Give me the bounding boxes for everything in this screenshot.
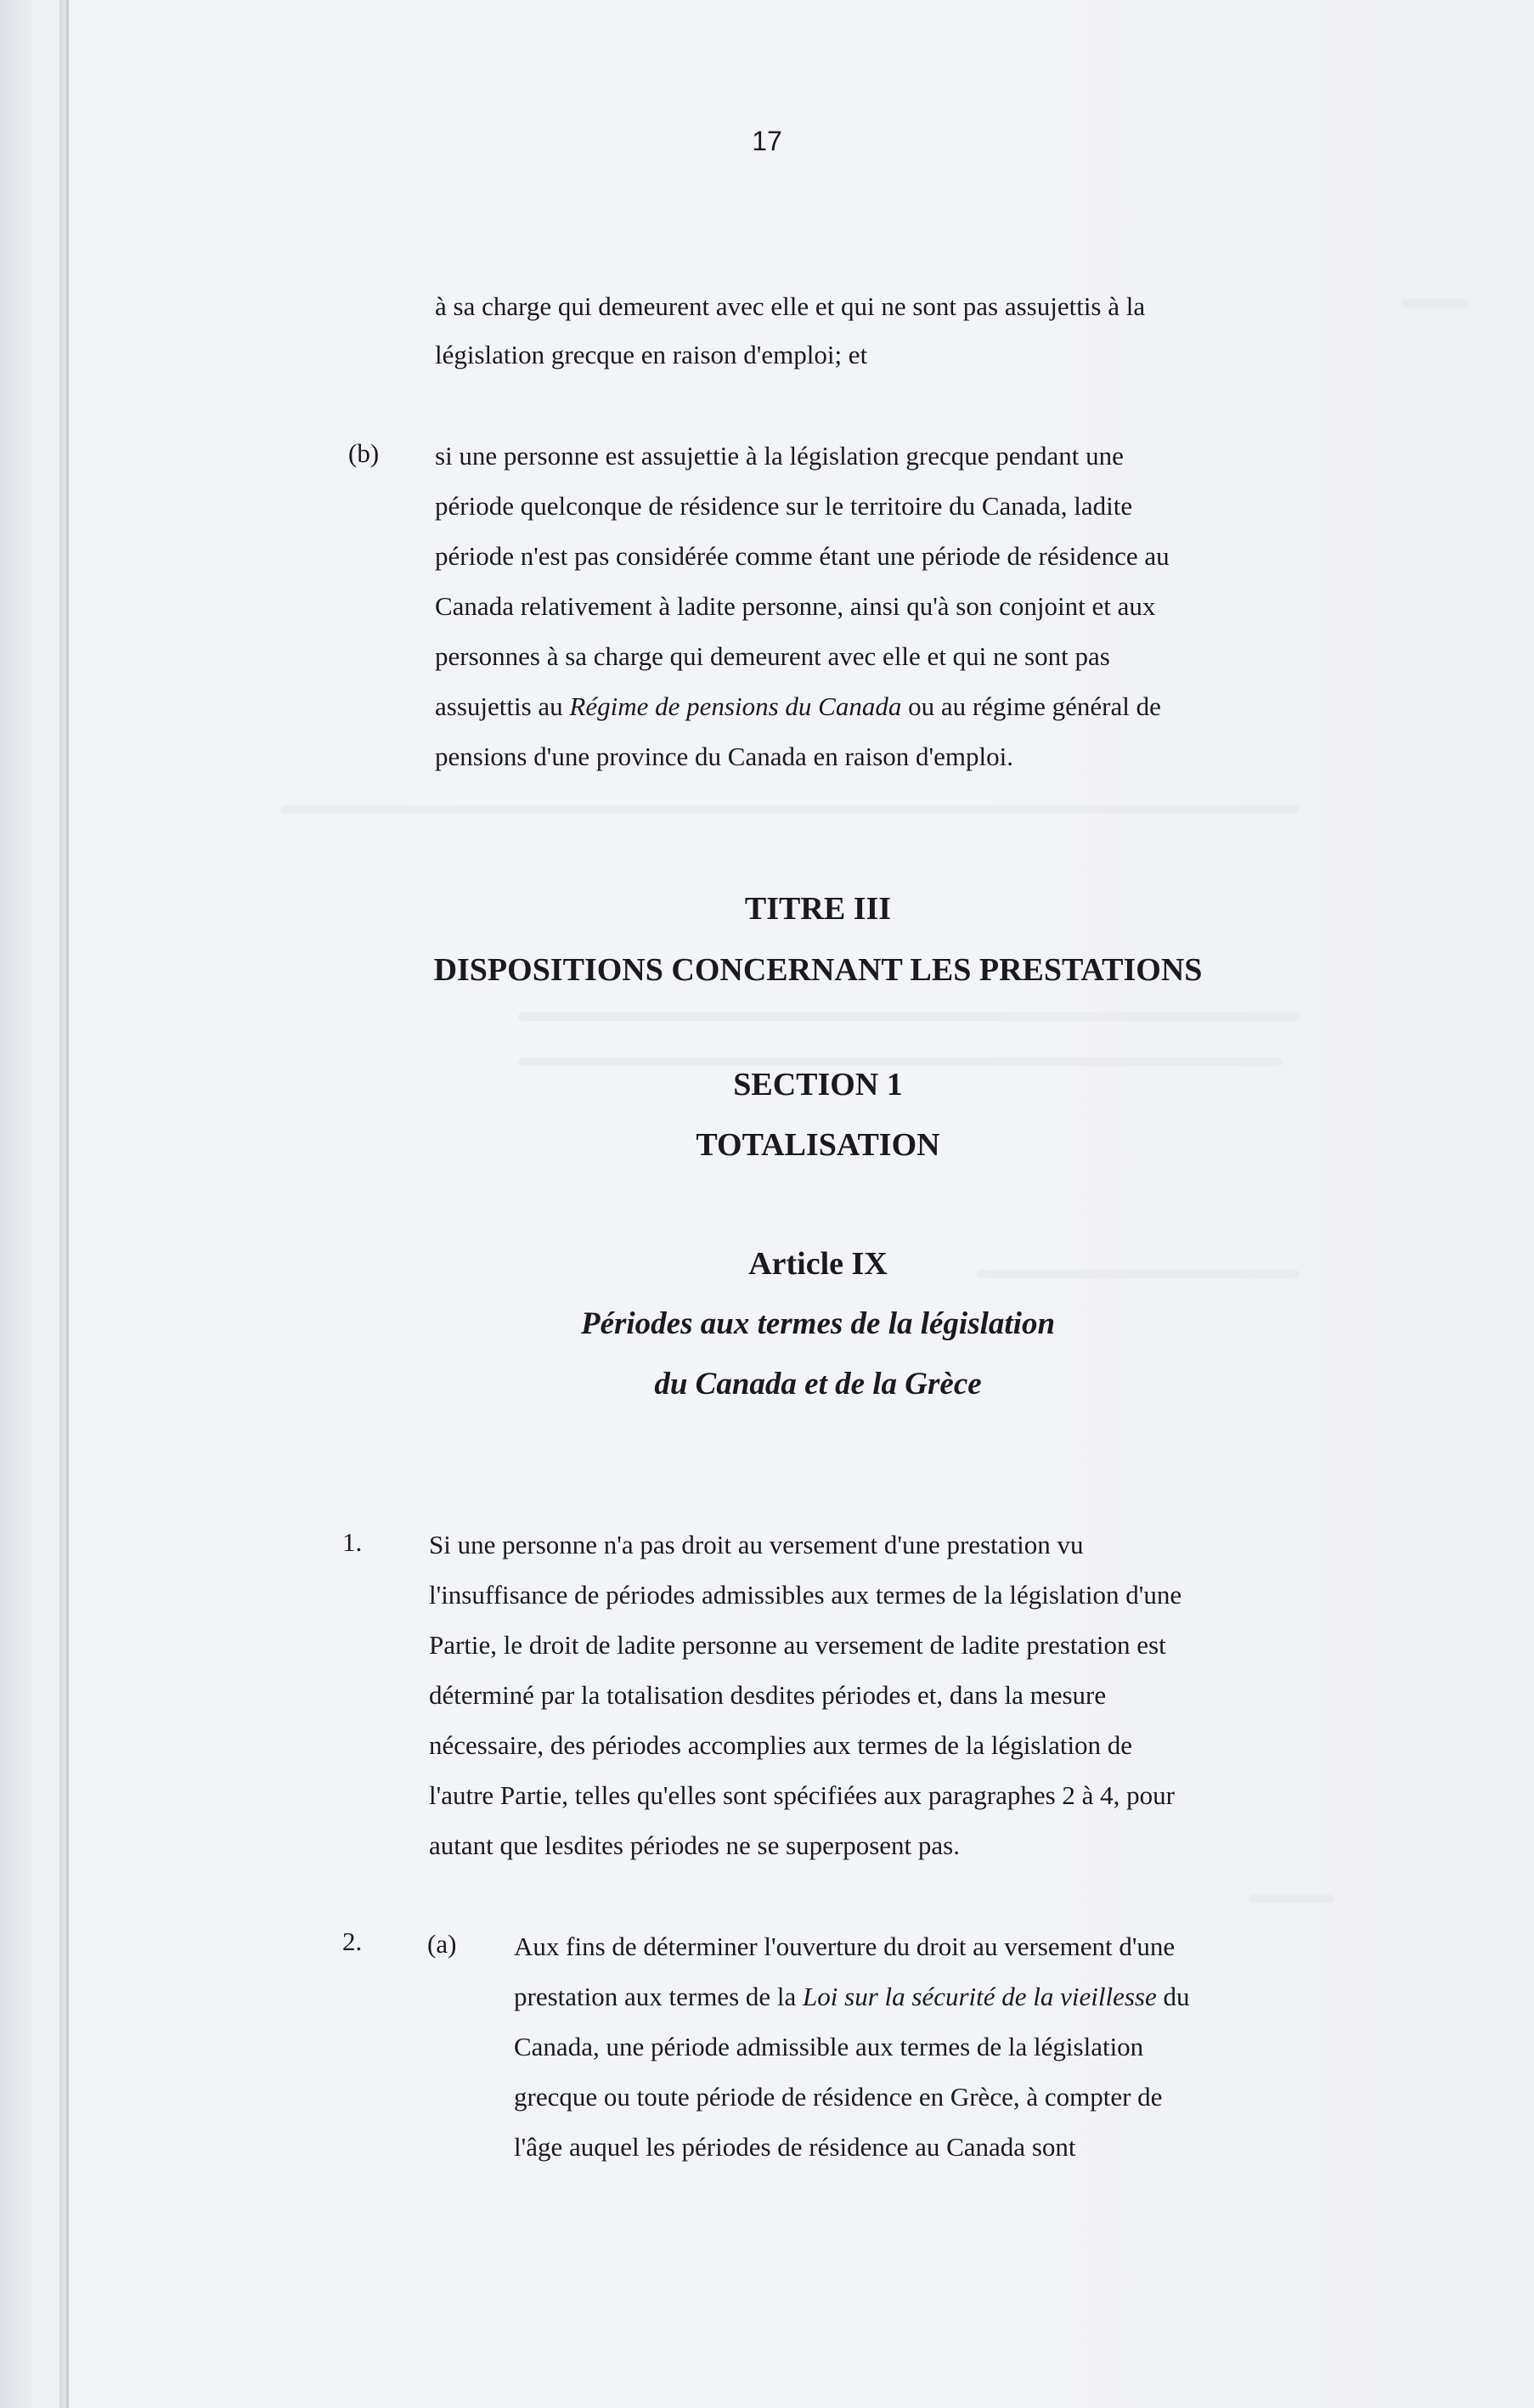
page-binding-shadow [59, 0, 66, 2408]
item-b-line-7: pensions d'une province du Canada en raison d'emploi. [435, 742, 1013, 771]
page-number: 17 [752, 126, 782, 156]
paragraph-1-line-7: autant que lesdites périodes ne se superposent pas. [429, 1830, 960, 1860]
regime-pensions-canada-title: Régime de pensions du Canada [569, 691, 902, 721]
section-heading: SECTION 1 [733, 1067, 903, 1102]
paragraph-1-line-5: nécessaire, des périodes accomplies aux termes de la législation de [429, 1730, 1133, 1760]
paragraph-2-line-2 [514, 1983, 1190, 2010]
paragraph-2-line-3: Canada, une période admissible aux termes de la législation [514, 2032, 1144, 2061]
paragraph-1-number: 1. [342, 1527, 363, 1557]
item-b-line-3: période n'est pas considérée comme étant une période de résidence au [435, 541, 1170, 571]
paragraph-2-sub-label: (a) [427, 1929, 457, 1959]
item-b-line-6-suffix: ou au régime général de [901, 691, 1161, 721]
paragraph-1-line-1: Si une personne n'a pas droit au versement d'une prestation vu [429, 1530, 1084, 1559]
show-through-mark [518, 1012, 1300, 1021]
item-b-line-2: période quelconque de résidence sur le territoire du Canada, ladite [435, 491, 1133, 521]
item-b-line-6 [435, 693, 1161, 719]
show-through-mark [1249, 1894, 1334, 1903]
continuation-line-1: à sa charge qui demeurent avec elle et qui ne sont pas assujettis à la [435, 291, 1146, 321]
item-b-line-5: personnes à sa charge qui demeurent avec elle et qui ne sont pas [435, 641, 1110, 671]
show-through-mark [280, 805, 1300, 814]
article-title-line-2: du Canada et de la Grèce [654, 1367, 982, 1401]
article-heading: Article IX [748, 1246, 888, 1282]
item-b-label: (b) [348, 438, 380, 468]
continuation-line-2: législation grecque en raison d'emploi; et [435, 340, 868, 369]
section-subheading: TOTALISATION [696, 1127, 940, 1163]
paragraph-1-line-4: déterminé par la totalisation desdites périodes et, dans la mesure [429, 1680, 1107, 1710]
article-title-line-1: Périodes aux termes de la législation [580, 1306, 1056, 1341]
show-through-mark [518, 1057, 1283, 1066]
paragraph-2-line-4: grecque ou toute période de résidence en Grèce, à compter de [514, 2082, 1163, 2112]
page-binding-edge [66, 0, 69, 2408]
paragraph-1-line-2: l'insuffisance de périodes admissibles aux termes de la législation d'une [429, 1580, 1182, 1610]
paragraph-1-line-3: Partie, le droit de ladite personne au versement de ladite prestation est [429, 1630, 1166, 1660]
loi-securite-vieillesse-title: Loi sur la sécurité de la vieillesse [803, 1982, 1157, 2011]
item-b-line-6-prefix: assujettis au [435, 691, 570, 721]
item-b-line-4: Canada relativement à ladite personne, ainsi qu'à son conjoint et aux [435, 591, 1156, 621]
paragraph-2-line-2-prefix: prestation aux termes de la [514, 1982, 804, 2011]
paragraph-2-line-1: Aux fins de déterminer l'ouverture du droit au versement d'une [514, 1931, 1176, 1961]
paragraph-2-line-2-suffix: du [1156, 1982, 1190, 2011]
paragraph-1-line-6: l'autre Partie, telles qu'elles sont spécifiées aux paragraphes 2 à 4, pour [429, 1780, 1176, 1810]
titre-subheading: DISPOSITIONS CONCERNANT LES PRESTATIONS [433, 952, 1203, 988]
paragraph-2-line-5: l'âge auquel les périodes de résidence au Canada sont [514, 2132, 1076, 2162]
titre-heading: TITRE III [744, 891, 892, 927]
show-through-mark [1401, 299, 1469, 307]
item-b-line-1: si une personne est assujettie à la législation grecque pendant une [435, 441, 1124, 471]
paragraph-2-number: 2. [342, 1926, 363, 1956]
